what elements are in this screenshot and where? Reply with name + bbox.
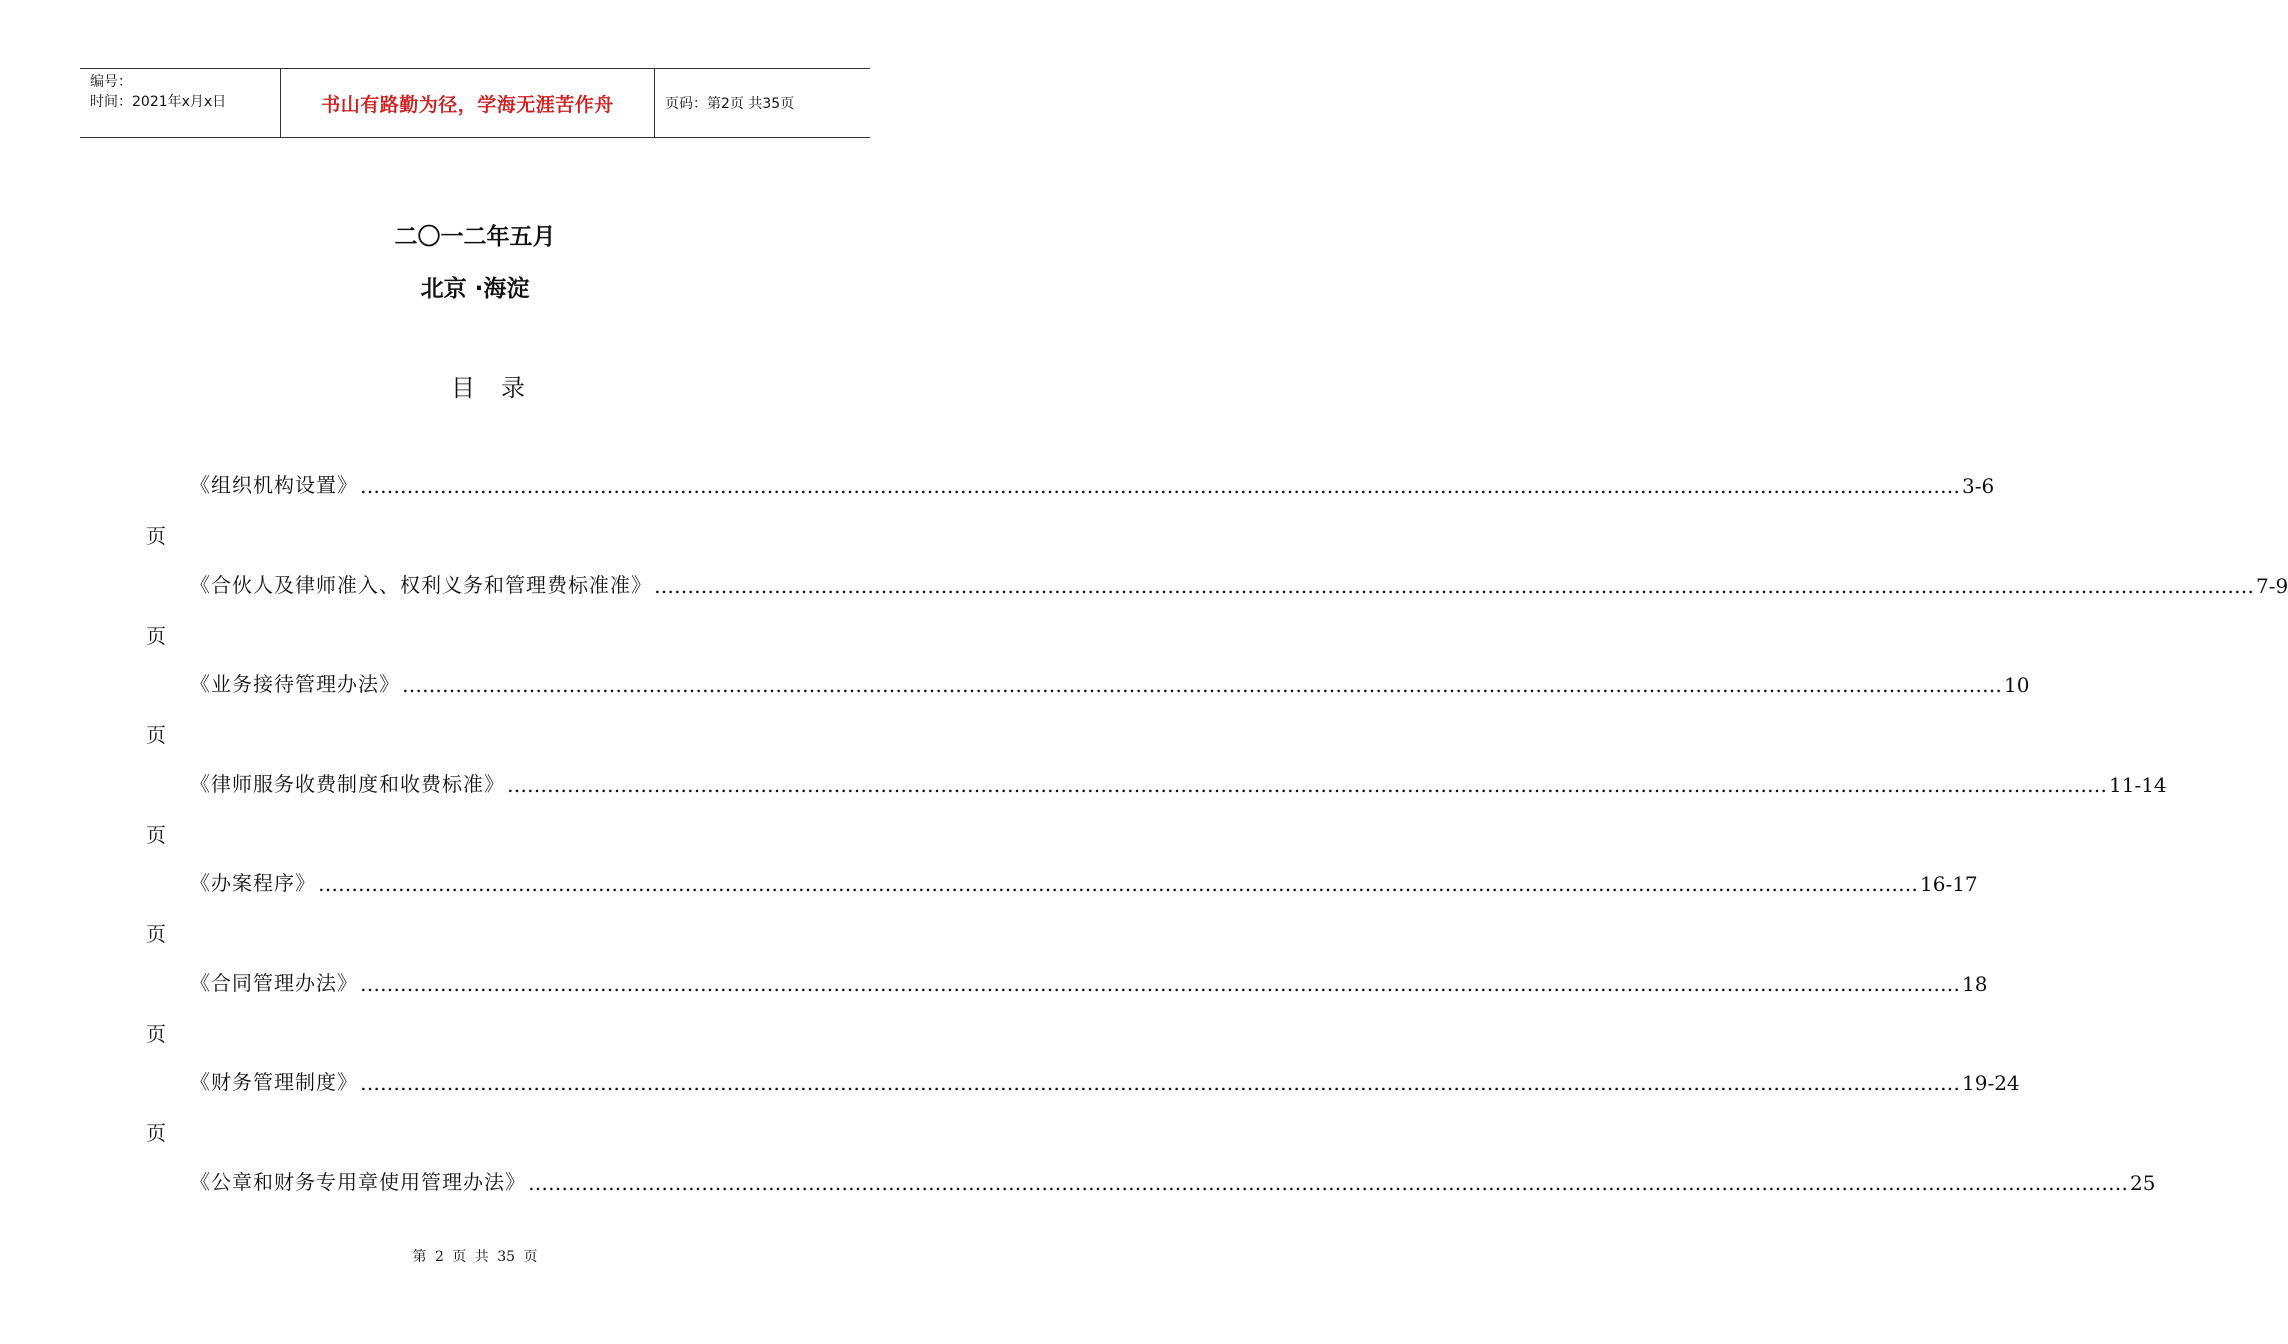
- toc-entry-title: 《办案程序》: [190, 871, 316, 895]
- toc-page-unit: 页: [146, 1121, 166, 1145]
- toc-entry-pages: 18: [1962, 972, 1988, 996]
- page-footer: 第 2 页 共 35 页: [412, 1249, 538, 1265]
- toc-entry[interactable]: [190, 1167, 2156, 1195]
- toc-entry[interactable]: [190, 669, 2030, 697]
- toc-entry-pages: 3-6: [1962, 474, 1995, 498]
- toc-leader-dots: ……………………………………………………………………………………………………………………………………………………………………………………………………………………: [402, 673, 2002, 697]
- toc-leader-dots: ……………………………………………………………………………………………………………………………………………………………………………………………………………………: [654, 574, 2254, 598]
- toc-entry[interactable]: [190, 769, 2167, 797]
- toc-entry-pages: 7-9: [2256, 574, 2288, 598]
- toc-leader-dots: ……………………………………………………………………………………………………………………………………………………………………………………………………………………: [528, 1171, 2128, 1195]
- toc-entry-title: 《财务管理制度》: [190, 1070, 358, 1094]
- toc-leader-dots: ……………………………………………………………………………………………………………………………………………………………………………………………………………………: [360, 1071, 1960, 1095]
- toc-page-unit: 页: [146, 624, 166, 648]
- toc-entry-title: 《业务接待管理办法》: [190, 672, 400, 696]
- cover-place: 北京 ·海淀: [420, 276, 530, 302]
- header-meta: [80, 69, 281, 137]
- time-label: 时间：2021年x月x日: [90, 94, 227, 110]
- header-motto: 书山有路勤为径，学海无涯苦作舟: [281, 69, 655, 137]
- toc-entry-title: 《公章和财务专用章使用管理办法》: [190, 1170, 526, 1194]
- toc-entry-title: 《律师服务收费制度和收费标准》: [190, 772, 505, 796]
- toc-page-unit: 页: [146, 524, 166, 548]
- toc-entry-pages: 11-14: [2109, 773, 2167, 797]
- toc-entry-pages: 16-17: [1920, 872, 1978, 896]
- toc-leader-dots: ……………………………………………………………………………………………………………………………………………………………………………………………………………………: [507, 773, 2107, 797]
- toc-entry[interactable]: [190, 868, 1978, 896]
- toc-entry-pages: 25: [2130, 1171, 2156, 1195]
- serial-label: 编号：: [90, 74, 132, 90]
- toc-entry[interactable]: [190, 968, 1988, 996]
- toc-entry-title: 《组织机构设置》: [190, 473, 358, 497]
- header-page-info: 页码：第2页 共35页: [665, 96, 795, 112]
- toc-entry-pages: 19-24: [1962, 1071, 2020, 1095]
- toc-entry[interactable]: [190, 570, 2288, 598]
- toc-leader-dots: ……………………………………………………………………………………………………………………………………………………………………………………………………………………: [360, 972, 1960, 996]
- toc-entry[interactable]: [190, 1067, 2020, 1095]
- toc-page-unit: 页: [146, 922, 166, 946]
- toc-entry-title: 《合同管理办法》: [190, 971, 358, 995]
- toc-entry-pages: 10: [2004, 673, 2030, 697]
- toc-leader-dots: ……………………………………………………………………………………………………………………………………………………………………………………………………………………: [318, 872, 1918, 896]
- toc-leader-dots: ……………………………………………………………………………………………………………………………………………………………………………………………………………………: [360, 474, 1960, 498]
- toc-entry[interactable]: [190, 470, 1995, 498]
- toc-entry-title: 《合伙人及律师准入、权利义务和管理费标准准》: [190, 573, 652, 597]
- toc-page-unit: 页: [146, 723, 166, 747]
- toc-title: 目录: [451, 374, 551, 402]
- toc-page-unit: 页: [146, 823, 166, 847]
- cover-date: 二〇一二年五月: [394, 224, 556, 250]
- toc-page-unit: 页: [146, 1022, 166, 1046]
- page-header: [80, 68, 870, 138]
